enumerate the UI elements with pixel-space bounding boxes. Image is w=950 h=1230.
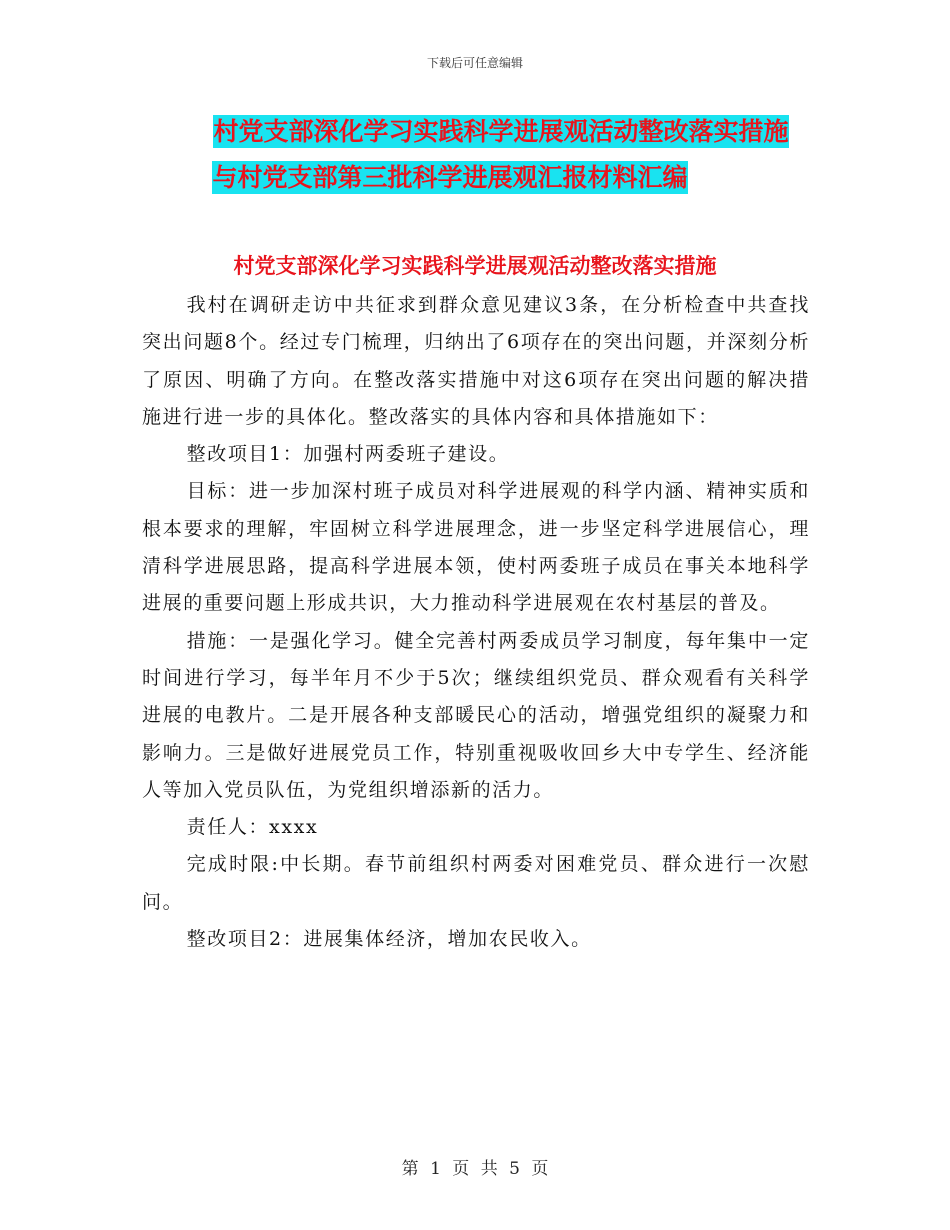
paragraph-responsible: 责任人：xxxx: [186, 816, 319, 839]
paragraph-item-2: 整改项目2：进展集体经济，增加农民收入。: [186, 928, 592, 951]
header-note: 下载后可任意编辑: [426, 56, 523, 70]
title-highlight-2: 与村党支部第三批科学进展观汇报材料汇编: [212, 163, 688, 192]
paragraph-deadline: 完成时限:中长期。春节前组织村两委对困难党员、群众进行一次慰问。: [142, 853, 810, 913]
paragraph-measures: 措施：一是强化学习。健全完善村两委成员学习制度，每年集中一定时间进行学习，每半年月不少于5次；继续组织党员、群众观看有关科学进展的电教片。二是开展各种支部暖民心的活动，增强党组织的凝聚力和影响力。三是做好进展党员工作，特别重视吸收回乡大中专学生、经济能人等加入党员队伍，为党组织增添新的活力。: [142, 629, 810, 801]
section-title: 村党支部深化学习实践科学进展观活动整改落实措施: [233, 254, 717, 278]
document-body: [142, 287, 810, 958]
paragraph-goal: 目标：进一步加深村班子成员对科学进展观的科学内涵、精神实质和根本要求的理解，牢固树立科学进展理念，进一步坚定科学进展信心，理清科学进展思路，提高科学进展本领，使村两委班子成员在事关本地科学进展的重要问题上形成共识，大力推动科学进展观在农村基层的普及。: [142, 480, 810, 615]
paragraph-intro: 我村在调研走访中共征求到群众意见建议3条，在分析检查中共查找突出问题8个。经过专门梳理，归纳出了6项存在的突出问题，并深刻分析了原因、明确了方向。在整改落实措施中对这6项存在突出问题的解决措施进行进一步的具体化。整改落实的具体内容和具体措施如下：: [142, 294, 810, 428]
paragraph-item-1: 整改项目1：加强村两委班子建设。: [186, 443, 510, 466]
document-title-line-1: [26, 112, 950, 148]
document-title-line-2: [0, 158, 925, 194]
page-indicator: 第 1 页 共 5 页: [401, 1159, 549, 1179]
title-highlight-1: 村党支部深化学习实践科学进展观活动整改落实措施: [213, 117, 789, 146]
